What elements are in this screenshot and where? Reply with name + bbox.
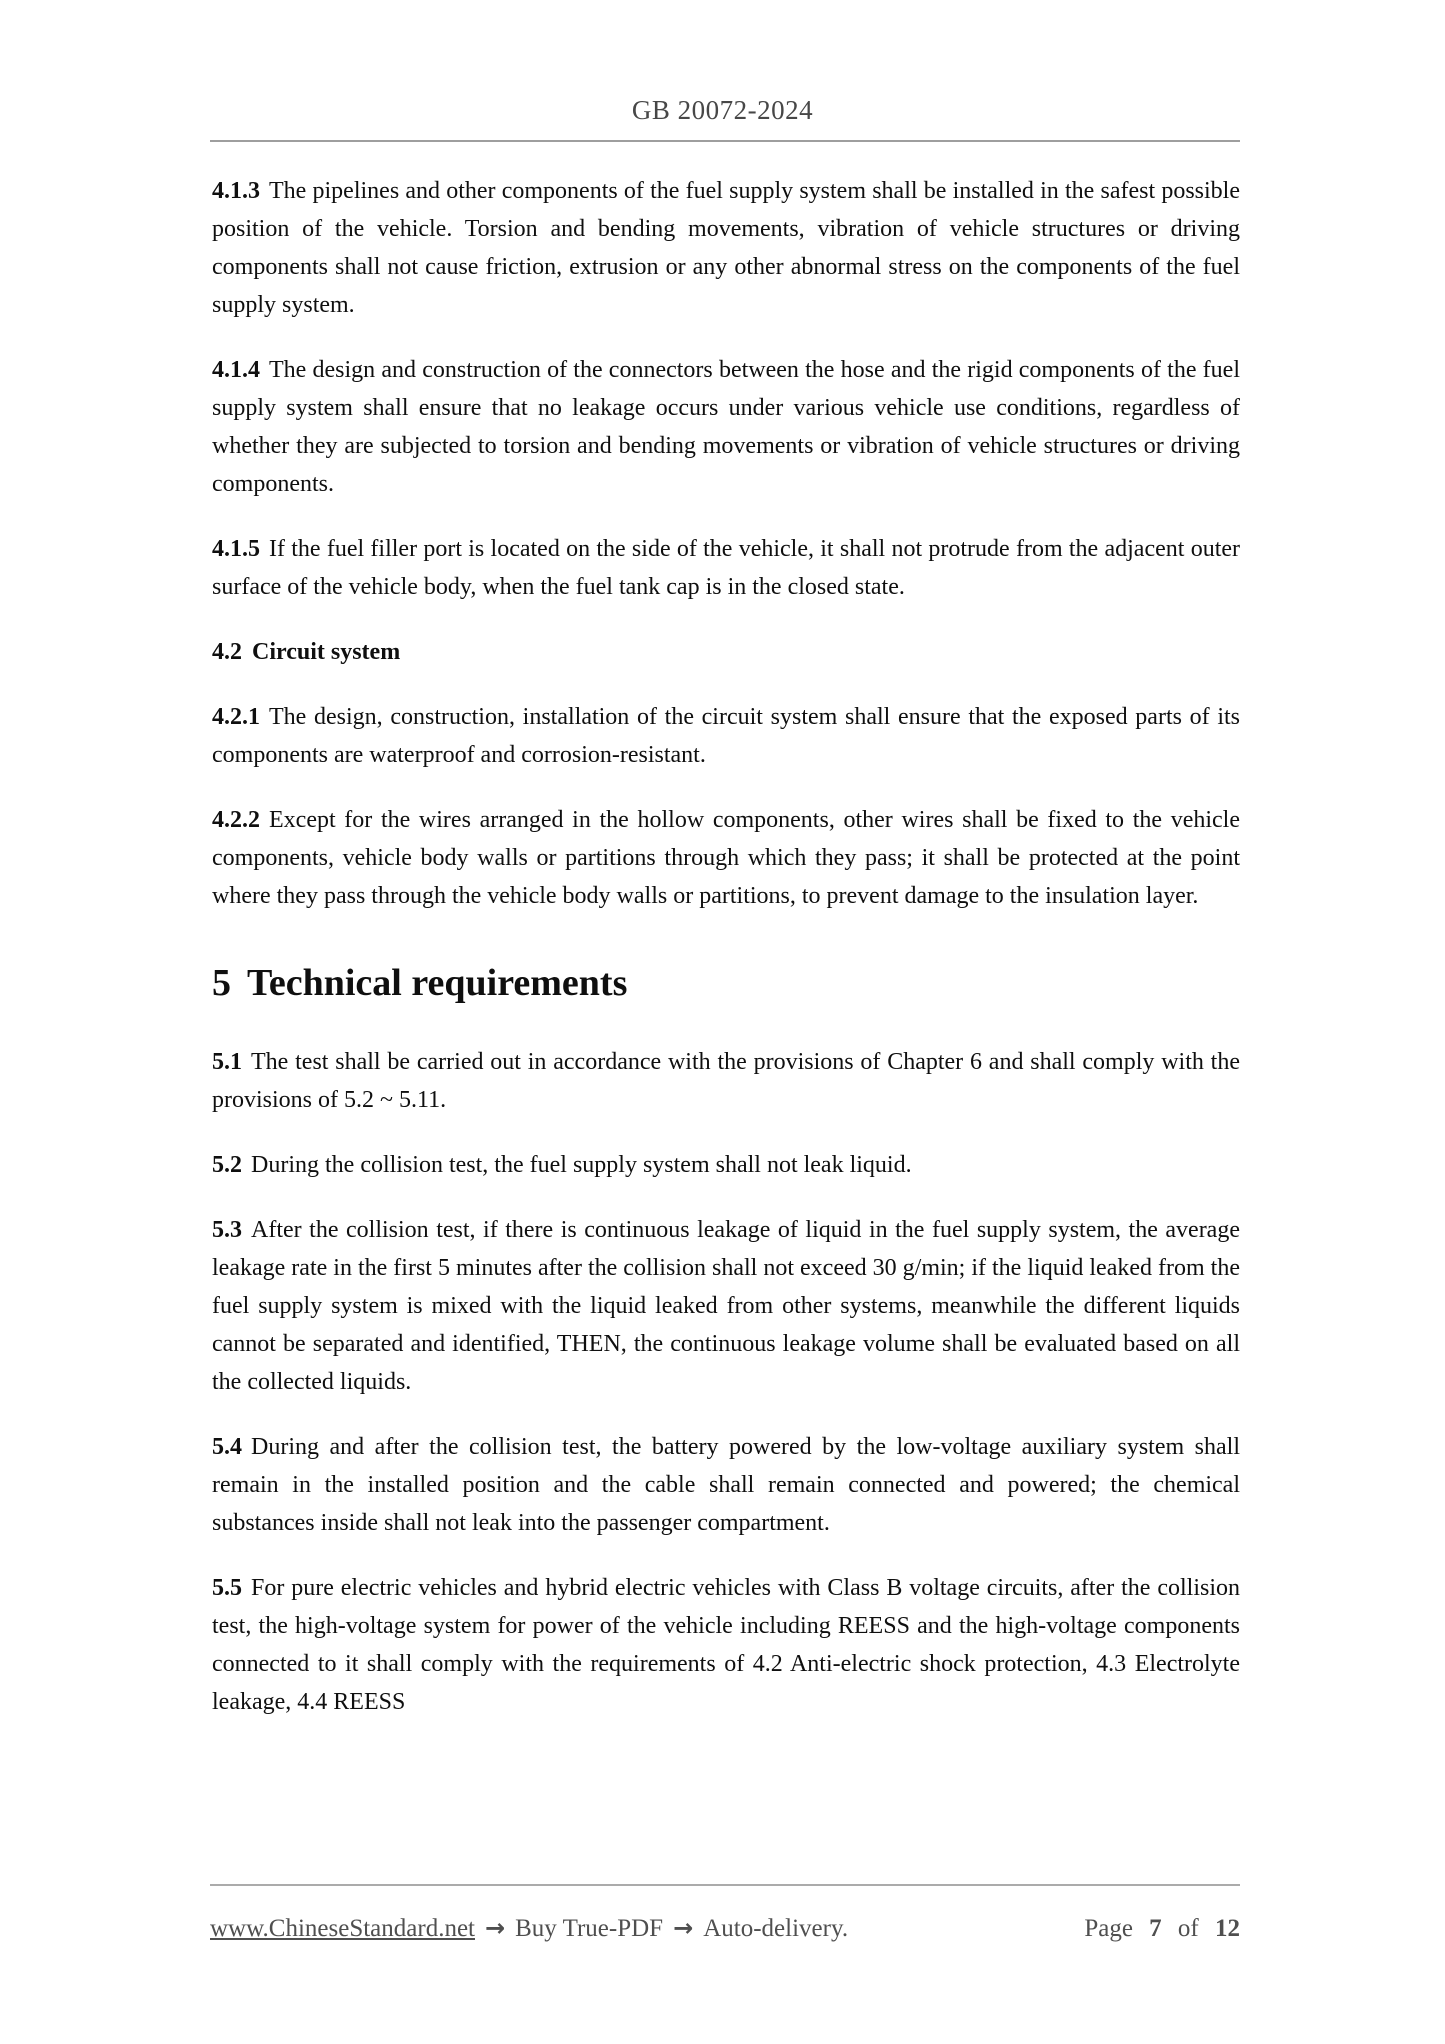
clause-text: During the collision test, the fuel supply system shall not leak liquid. (251, 1152, 912, 1178)
clause-number: 5.5 (212, 1575, 242, 1601)
chapter-number: 5 (212, 962, 231, 1004)
clause-number: 5.4 (212, 1434, 242, 1460)
clause-number: 4.2.1 (212, 704, 260, 730)
delivery-label: Auto-delivery. (703, 1915, 849, 1942)
pagination (1084, 1915, 1240, 1943)
paragraph-4-2-2 (212, 801, 1240, 915)
clause-number: 5.3 (212, 1217, 242, 1243)
paragraph-4-1-4 (212, 351, 1240, 503)
clause-text: For pure electric vehicles and hybrid electric vehicles with Class B voltage circuits, after the collision test, the high-voltage system for power of the vehicle including REESS and the high-voltage components connected to it shall comply with the requirements of 4.2 Anti-electric shock protection, 4.3 Electrolyte leakage, 4.4 REESS (212, 1575, 1240, 1715)
paragraph-4-1-3 (212, 172, 1240, 324)
clause-number: 5.1 (212, 1049, 242, 1075)
page-label: Page (1084, 1915, 1133, 1942)
chapter-heading-5 (212, 959, 1240, 1007)
paragraph-5-4 (212, 1428, 1240, 1542)
of-label: of (1177, 1915, 1199, 1942)
document-body (212, 172, 1240, 1721)
footer-promo (210, 1914, 848, 1943)
clause-text: The design, construction, installation of the circuit system shall ensure that the exposed parts of its components are waterproof and corrosion-resistant. (212, 704, 1240, 768)
clause-number: 4.1.4 (212, 357, 260, 383)
clause-text: If the fuel filler port is located on the side of the vehicle, it shall not protrude from the adjacent outer surface of the vehicle body, when the fuel tank cap is in the closed state. (212, 536, 1240, 600)
clause-text: The pipelines and other components of the fuel supply system shall be installed in the safest possible position of the vehicle. Torsion and bending movements, vibration of vehicle structures or driving components shall not cause friction, extrusion or any other abnormal stress on the components of the fuel supply system. (212, 178, 1240, 318)
paragraph-4-2-1 (212, 698, 1240, 774)
clause-number: 4.1.5 (212, 536, 260, 562)
subheading-text: Circuit system (252, 639, 401, 665)
document-number-header: GB 20072-2024 (631, 95, 814, 125)
clause-text: During and after the collision test, the battery powered by the low-voltage auxiliary system shall remain in the installed position and the cable shall remain connected and powered; the chemical substances inside shall not leak into the passenger compartment. (212, 1434, 1240, 1536)
paragraph-5-5 (212, 1569, 1240, 1721)
buy-label: Buy True-PDF (515, 1915, 664, 1942)
paragraph-4-1-5 (212, 530, 1240, 606)
paragraph-5-3 (212, 1211, 1240, 1401)
site-link[interactable]: www.ChineseStandard.net (210, 1915, 475, 1942)
clause-number: 4.2 (212, 639, 242, 665)
clause-number: 4.2.2 (212, 807, 260, 833)
right-arrow-icon: → (485, 1914, 506, 1942)
page-number: 7 (1149, 1915, 1162, 1942)
subheading-4-2 (212, 633, 1240, 671)
paragraph-5-1 (212, 1043, 1240, 1119)
clause-number: 4.1.3 (212, 178, 260, 204)
paragraph-5-2 (212, 1146, 1240, 1184)
clause-text: Except for the wires arranged in the hollow components, other wires shall be fixed to the vehicle components, vehicle body walls or partitions through which they pass; it shall be protected at the point where they pass through the vehicle body walls or partitions, to prevent damage to the insulation layer. (212, 807, 1240, 909)
clause-text: After the collision test, if there is continuous leakage of liquid in the fuel supply system, the average leakage rate in the first 5 minutes after the collision shall not exceed 30 g/min; if the liquid leaked from the fuel supply system is mixed with the liquid leaked from other systems, meanwhile the different liquids cannot be separated and identified, THEN, the continuous leakage volume shall be evaluated based on all the collected liquids. (212, 1217, 1240, 1395)
header-divider (210, 140, 1240, 142)
page-footer (210, 1884, 1240, 1943)
clause-number: 5.2 (212, 1152, 242, 1178)
clause-text: The test shall be carried out in accordance with the provisions of Chapter 6 and shall comply with the provisions of 5.2 ~ 5.11. (212, 1049, 1240, 1113)
total-pages: 12 (1215, 1915, 1240, 1942)
clause-text: The design and construction of the connectors between the hose and the rigid components of the fuel supply system shall ensure that no leakage occurs under various vehicle use conditions, regardless of whether they are subjected to torsion and bending movements or vibration of vehicle structures or driving components. (212, 357, 1240, 497)
chapter-title-text: Technical requirements (247, 962, 628, 1004)
right-arrow-icon: → (673, 1914, 694, 1942)
